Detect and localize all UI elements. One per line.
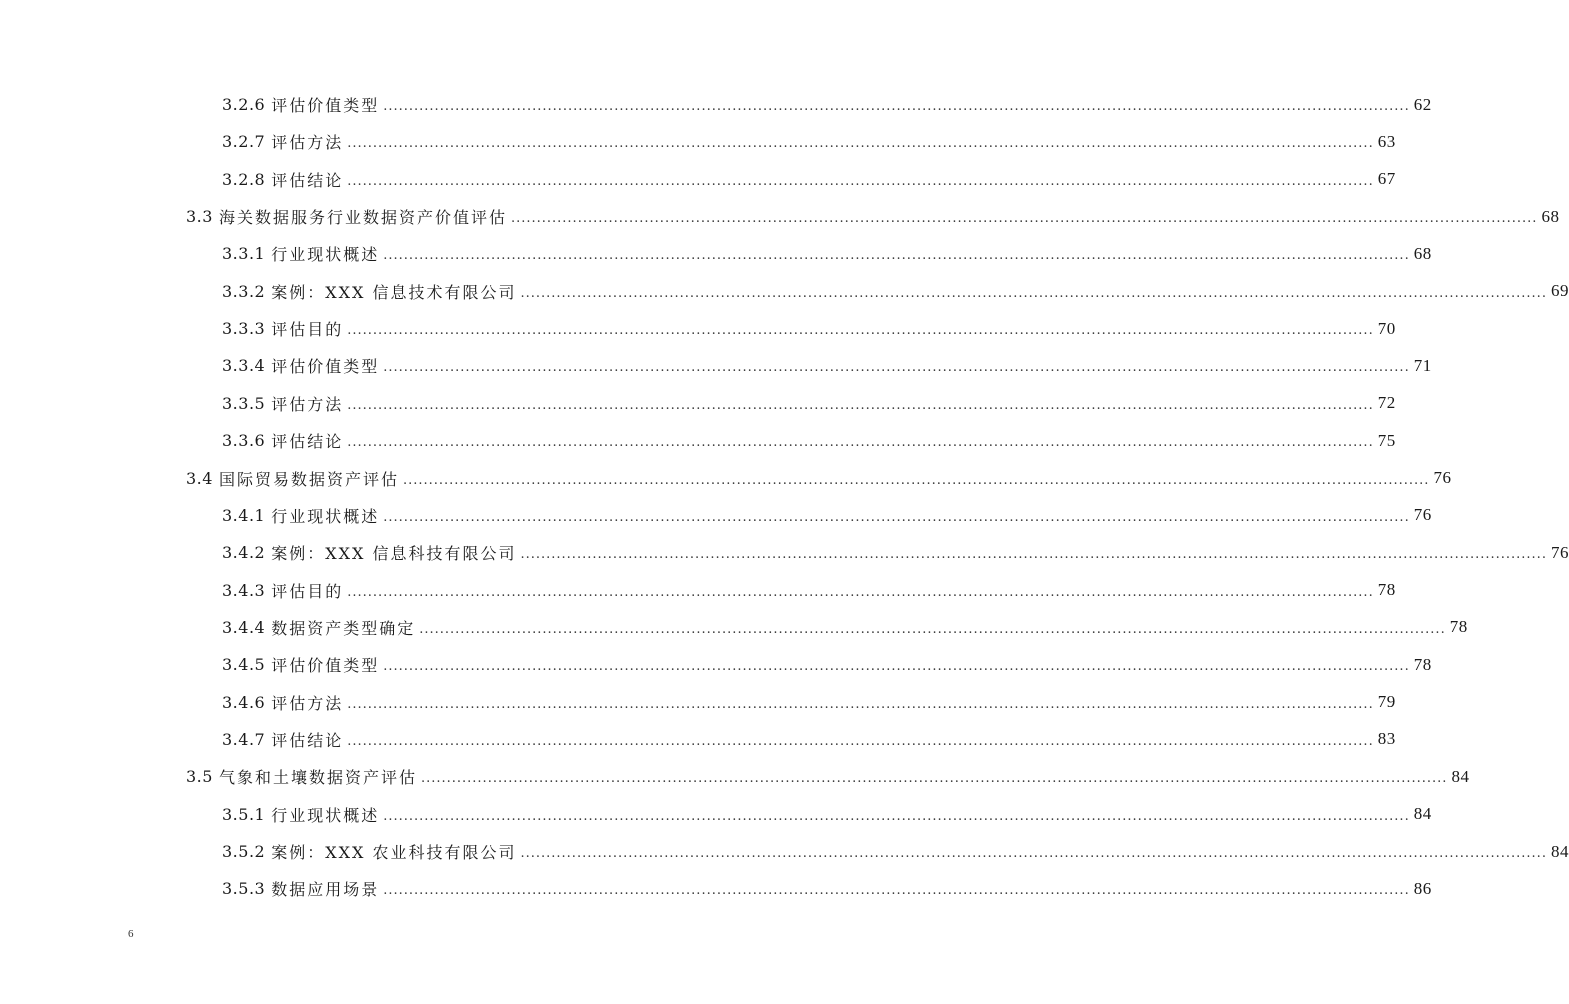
- toc-leader-dots: ........................................................................................................................................................................................................: [347, 136, 1374, 152]
- toc-entry[interactable]: [222, 609, 1468, 646]
- toc-entry[interactable]: [222, 273, 1569, 310]
- toc-entry-number: 3.4.5: [222, 655, 266, 675]
- toc-entry-title: 评估结论: [271, 170, 344, 190]
- toc-entry[interactable]: [222, 684, 1396, 721]
- toc-leader-dots: ........................................................................................................................................................................................................: [347, 584, 1374, 600]
- toc-entry-number: 3.3.1: [222, 244, 266, 264]
- toc-leader-dots: ........................................................................................................................................................................................................: [383, 360, 1410, 376]
- toc-entry-page: 68: [1413, 243, 1432, 263]
- toc-entry-title: 数据资产类型确定: [271, 618, 416, 638]
- toc-entry[interactable]: [222, 833, 1569, 870]
- toc-entry-title: 国际贸易数据资产评估: [218, 469, 399, 489]
- toc-entry[interactable]: [222, 572, 1396, 609]
- toc-entry-page: 72: [1377, 393, 1396, 413]
- toc-entry-page: 76: [1550, 542, 1569, 562]
- toc-entry-page: 78: [1449, 617, 1468, 637]
- toc-entry-page: 78: [1377, 580, 1396, 600]
- toc-entry[interactable]: [222, 721, 1396, 758]
- toc-entry-page: 75: [1377, 430, 1396, 450]
- toc-leader-dots: ........................................................................................................................................................................................................: [383, 509, 1410, 525]
- toc-leader-dots: ........................................................................................................................................................................................................: [347, 173, 1374, 189]
- toc-entry-title: 评估方法: [271, 394, 344, 414]
- toc-entry[interactable]: [222, 646, 1432, 683]
- toc-entry-title: 评估目的: [271, 581, 344, 601]
- toc-entry-number: 3.2.6: [222, 95, 266, 114]
- toc-leader-dots: ........................................................................................................................................................................................................: [520, 846, 1547, 861]
- toc-entry-title: 案例：XXX 农业科技有限公司: [271, 843, 517, 862]
- toc-entry[interactable]: [186, 460, 1452, 497]
- toc-entry-title: 评估结论: [271, 730, 344, 750]
- toc-entry-page: 84: [1451, 766, 1470, 786]
- toc-entry-number: 3.3.6: [222, 431, 266, 451]
- toc-leader-dots: ........................................................................................................................................................................................................: [383, 808, 1410, 824]
- toc-leader-dots: ........................................................................................................................................................................................................: [383, 99, 1410, 114]
- toc-leader-dots: ........................................................................................................................................................................................................: [383, 883, 1410, 899]
- toc-entry-title: 评估方法: [271, 693, 344, 713]
- toc-entry-title: 评估方法: [271, 133, 344, 153]
- toc-leader-dots: ........................................................................................................................................................................................................: [347, 733, 1374, 749]
- toc-entry-title: 行业现状概述: [271, 506, 380, 526]
- toc-entry-number: 3.3.3: [222, 319, 266, 339]
- toc-leader-dots: ........................................................................................................................................................................................................: [347, 397, 1374, 413]
- toc-entry-title: 评估价值类型: [271, 656, 380, 676]
- toc-leader-dots: ........................................................................................................................................................................................................: [347, 435, 1374, 451]
- toc-leader-dots: ........................................................................................................................................................................................................: [402, 472, 1430, 488]
- toc-leader-dots: ........................................................................................................................................................................................................: [383, 248, 1410, 264]
- toc-entry-title: 行业现状概述: [271, 805, 380, 825]
- toc-entry-number: 3.4.6: [222, 692, 266, 712]
- toc-entry[interactable]: [222, 534, 1569, 571]
- toc-entry-page: 67: [1377, 169, 1396, 189]
- toc-entry[interactable]: [186, 758, 1470, 795]
- toc-leader-dots: ........................................................................................................................................................................................................: [510, 211, 1538, 227]
- toc-entry-title: 数据应用场景: [271, 880, 380, 900]
- toc-entry-number: 3.4.2: [222, 543, 266, 563]
- page-number: 6: [128, 928, 134, 940]
- toc-entry-page: 84: [1550, 841, 1569, 861]
- toc-entry[interactable]: [222, 497, 1432, 534]
- toc-leader-dots: ........................................................................................................................................................................................................: [520, 547, 1547, 563]
- toc-entry-page: 84: [1413, 804, 1432, 824]
- toc-entry-page: 86: [1413, 878, 1432, 898]
- toc-entry-page: 69: [1550, 281, 1569, 301]
- toc-entry-title: 行业现状概述: [271, 245, 380, 265]
- toc-leader-dots: ........................................................................................................................................................................................................: [419, 621, 1446, 637]
- toc-leader-dots: ........................................................................................................................................................................................................: [420, 771, 1448, 787]
- toc-leader-dots: ........................................................................................................................................................................................................: [520, 285, 1547, 301]
- toc-entry-page: 78: [1413, 654, 1432, 674]
- toc-leader-dots: ........................................................................................................................................................................................................: [347, 696, 1374, 712]
- toc-entry[interactable]: [222, 86, 1432, 123]
- toc-entry-number: 3.4.1: [222, 505, 266, 525]
- toc-entry-number: 3.5.1: [222, 804, 266, 824]
- toc-entry-title: 海关数据服务行业数据资产价值评估: [218, 208, 507, 228]
- toc-entry-page: 70: [1377, 318, 1396, 338]
- toc-entry-number: 3.3: [186, 207, 213, 227]
- toc-entry[interactable]: [222, 870, 1432, 907]
- toc-entry-title: 气象和土壤数据资产评估: [218, 768, 417, 788]
- toc-entry-number: 3.5.2: [222, 842, 266, 861]
- toc-entry-page: 76: [1413, 505, 1432, 525]
- toc-entry-title: 评估目的: [271, 320, 344, 340]
- toc-entry[interactable]: [222, 796, 1432, 833]
- toc-entry-number: 3.2.7: [222, 132, 266, 152]
- toc-entry-title: 评估价值类型: [271, 357, 380, 377]
- toc-leader-dots: ........................................................................................................................................................................................................: [383, 659, 1410, 675]
- toc-entry-number: 3.5.3: [222, 879, 266, 899]
- toc-entry-page: 63: [1377, 131, 1396, 151]
- toc-entry-number: 3.3.4: [222, 356, 266, 376]
- toc-entry[interactable]: [186, 198, 1560, 235]
- toc-entry-number: 3.4.7: [222, 729, 266, 749]
- toc-entry-number: 3.5: [186, 767, 213, 787]
- toc-entry[interactable]: [222, 385, 1396, 422]
- toc-entry-number: 3.4.3: [222, 580, 266, 600]
- toc-entry[interactable]: [222, 347, 1432, 384]
- toc-entry[interactable]: [222, 235, 1432, 272]
- toc-entry-title: 评估价值类型: [271, 96, 380, 115]
- toc-entry-page: 62: [1413, 94, 1432, 114]
- toc-entry[interactable]: [222, 310, 1396, 347]
- toc-leader-dots: ........................................................................................................................................................................................................: [347, 323, 1374, 339]
- toc-entry-page: 68: [1541, 206, 1560, 226]
- toc-entry-page: 71: [1413, 355, 1432, 375]
- toc-entry-number: 3.3.2: [222, 281, 266, 301]
- toc-entry-page: 76: [1433, 468, 1452, 487]
- toc-entry-number: 3.2.8: [222, 169, 266, 189]
- toc-entry-page: 83: [1377, 729, 1396, 749]
- toc-entry-number: 3.4.4: [222, 617, 266, 637]
- toc-entry-number: 3.4: [186, 468, 213, 488]
- toc-entry-title: 案例：XXX 信息科技有限公司: [271, 544, 517, 564]
- toc-entry-page: 79: [1377, 692, 1396, 712]
- toc-entry-number: 3.3.5: [222, 393, 266, 413]
- toc-entry-title: 评估结论: [271, 432, 344, 452]
- toc-entry[interactable]: [222, 161, 1396, 198]
- toc-entry[interactable]: [222, 422, 1396, 459]
- toc-entry-title: 案例：XXX 信息技术有限公司: [271, 282, 517, 302]
- toc-entry[interactable]: [222, 123, 1396, 160]
